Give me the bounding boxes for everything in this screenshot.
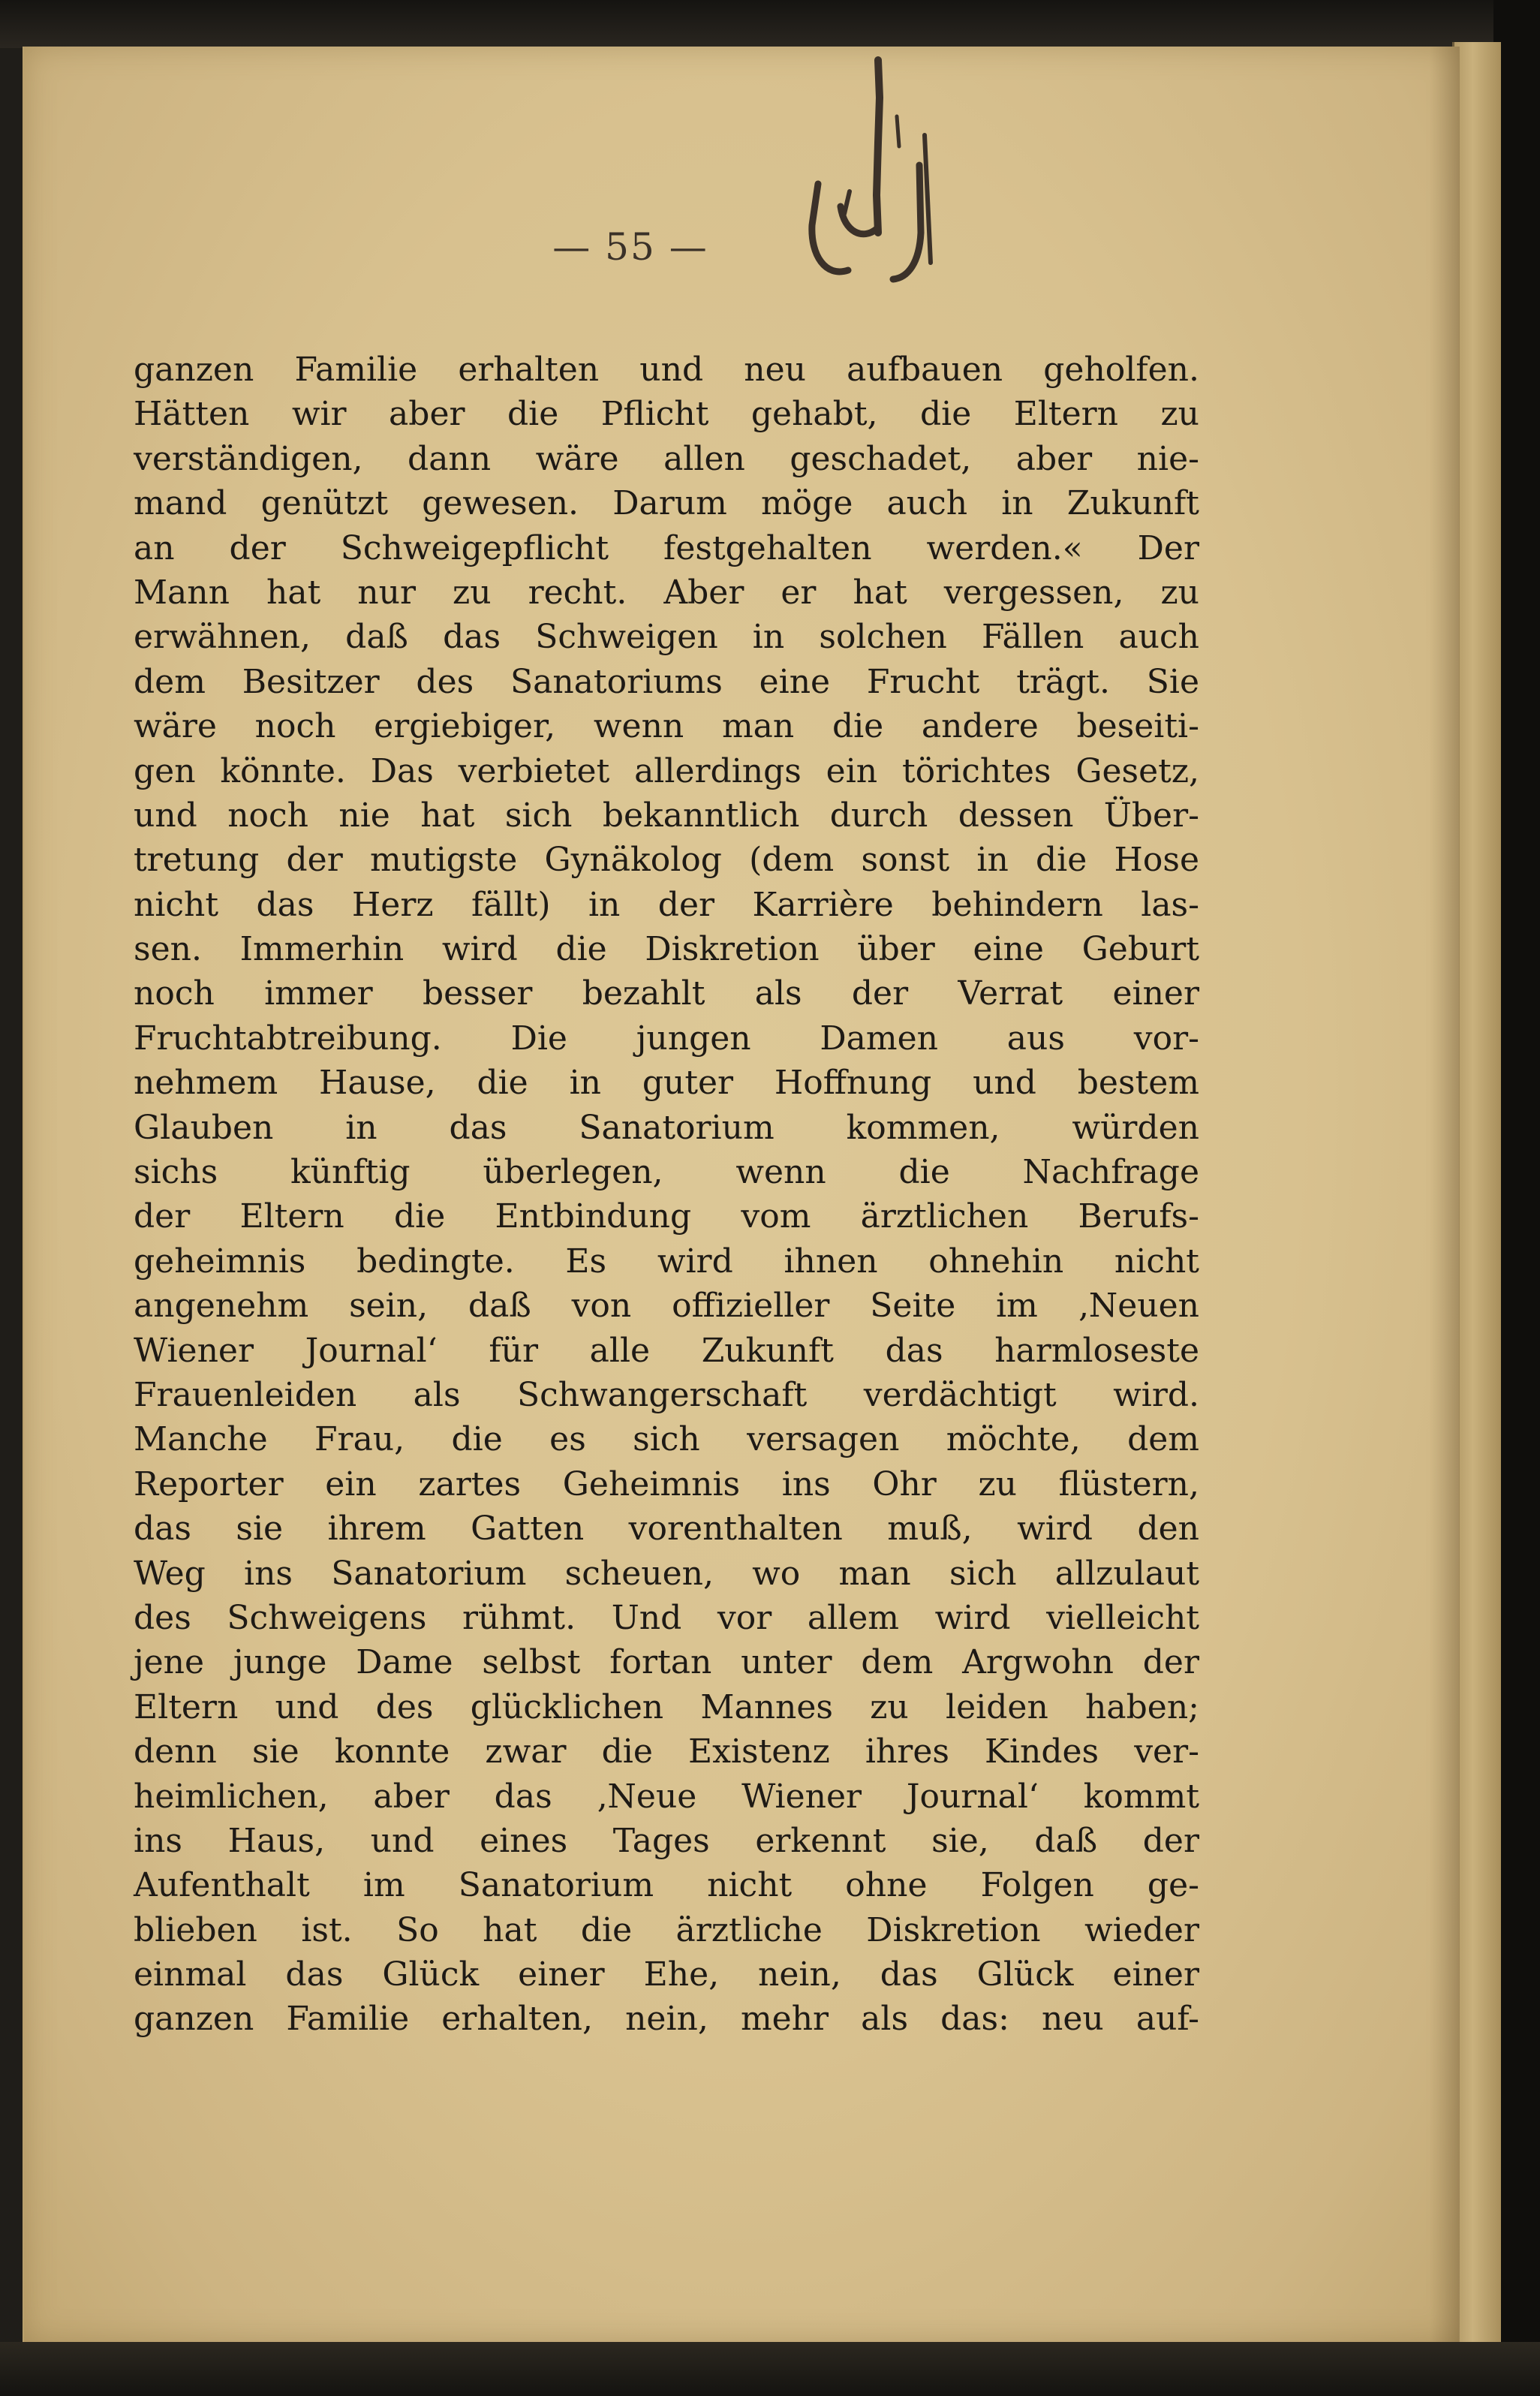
pencil-annotation-icon xyxy=(765,45,961,345)
text-line: ganzen Familie erhalten und neu aufbauen geholfen. xyxy=(134,351,1199,389)
scan-background-top xyxy=(0,0,1540,48)
text-line: das sie ihrem Gatten vorenthalten muß, wird den xyxy=(134,1510,1199,1549)
text-line: Weg ins Sanatorium scheuen, wo man sich allzulaut xyxy=(134,1554,1199,1593)
text-line: Aufenthalt im Sanatorium nicht ohne Folgen ge- xyxy=(134,1866,1199,1905)
text-line: des Schweigens rühmt. Und vor allem wird vielleicht xyxy=(134,1598,1199,1637)
text-line: gen könnte. Das verbietet allerdings ein törichtes Gesetz, xyxy=(134,751,1199,790)
text-line: angenehm sein, daß von offizieller Seite im ‚Neuen xyxy=(134,1287,1199,1326)
text-line: sen. Immerhin wird die Diskretion über eine Geburt xyxy=(134,930,1199,969)
text-line: Hätten wir aber die Pflicht gehabt, die Eltern zu xyxy=(134,395,1199,434)
text-line: geheimnis bedingte. Es wird ihnen ohnehin nicht xyxy=(134,1242,1199,1281)
text-line: einmal das Glück einer Ehe, nein, das Glück einer xyxy=(134,1955,1199,1994)
text-line: Eltern und des glücklichen Mannes zu leiden haben; xyxy=(134,1687,1199,1726)
text-line: und noch nie hat sich bekanntlich durch dessen Über- xyxy=(134,796,1199,835)
text-line: verständigen, dann wäre allen geschadet, aber nie- xyxy=(134,439,1199,478)
body-text xyxy=(134,348,1199,2042)
text-line: an der Schweigepflicht festgehalten werden.« Der xyxy=(134,528,1199,567)
text-line: jene junge Dame selbst fortan unter dem Argwohn der xyxy=(134,1643,1199,1682)
text-line: tretung der mutigste Gynäkolog (dem sonst in die Hose xyxy=(134,841,1199,880)
text-line: wäre noch ergiebiger, wenn man die andere beseiti- xyxy=(134,707,1199,746)
text-line: erwähnen, daß das Schweigen in solchen Fällen auch xyxy=(134,618,1199,657)
text-line: noch immer besser bezahlt als der Verrat einer xyxy=(134,974,1199,1013)
page-number: — 55 — xyxy=(552,225,708,269)
text-line: sichs künftig überlegen, wenn die Nachfrage xyxy=(134,1153,1199,1192)
text-line: Manche Frau, die es sich versagen möchte, dem xyxy=(134,1420,1199,1459)
page-gutter-shadow xyxy=(1430,47,1460,2342)
text-line: Wiener Journal‘ für alle Zukunft das harmloseste xyxy=(134,1331,1199,1370)
text-line: Fruchtabtreibung. Die jungen Damen aus vor- xyxy=(134,1019,1199,1058)
text-line: Reporter ein zartes Geheimnis ins Ohr zu flüstern, xyxy=(134,1464,1199,1504)
text-line: nicht das Herz fällt) in der Karrière behindern las- xyxy=(134,885,1199,924)
text-line: dem Besitzer des Sanatoriums eine Frucht trägt. Sie xyxy=(134,662,1199,701)
text-line: ganzen Familie erhalten, nein, mehr als das: neu auf- xyxy=(134,2000,1199,2039)
text-line: mand genützt gewesen. Darum möge auch in Zukunft xyxy=(134,484,1199,523)
text-line: ins Haus, und eines Tages erkennt sie, daß der xyxy=(134,1821,1199,1860)
text-line: heimlichen, aber das ‚Neue Wiener Journal‘ kommt xyxy=(134,1777,1199,1816)
text-line: blieben ist. So hat die ärztliche Diskretion wieder xyxy=(134,1910,1199,1949)
text-line: nehmem Hause, die in guter Hoffnung und bestem xyxy=(134,1064,1199,1103)
text-line: denn sie konnte zwar die Existenz ihres Kindes ver- xyxy=(134,1732,1199,1771)
text-line: der Eltern die Entbindung vom ärztlichen Berufs- xyxy=(134,1197,1199,1236)
text-line: Glauben in das Sanatorium kommen, würden xyxy=(134,1108,1199,1147)
text-line: Frauenleiden als Schwangerschaft verdächtigt wird. xyxy=(134,1375,1199,1414)
text-line: Mann hat nur zu recht. Aber er hat vergessen, zu xyxy=(134,573,1199,612)
scan-background-bottom xyxy=(0,2342,1540,2396)
